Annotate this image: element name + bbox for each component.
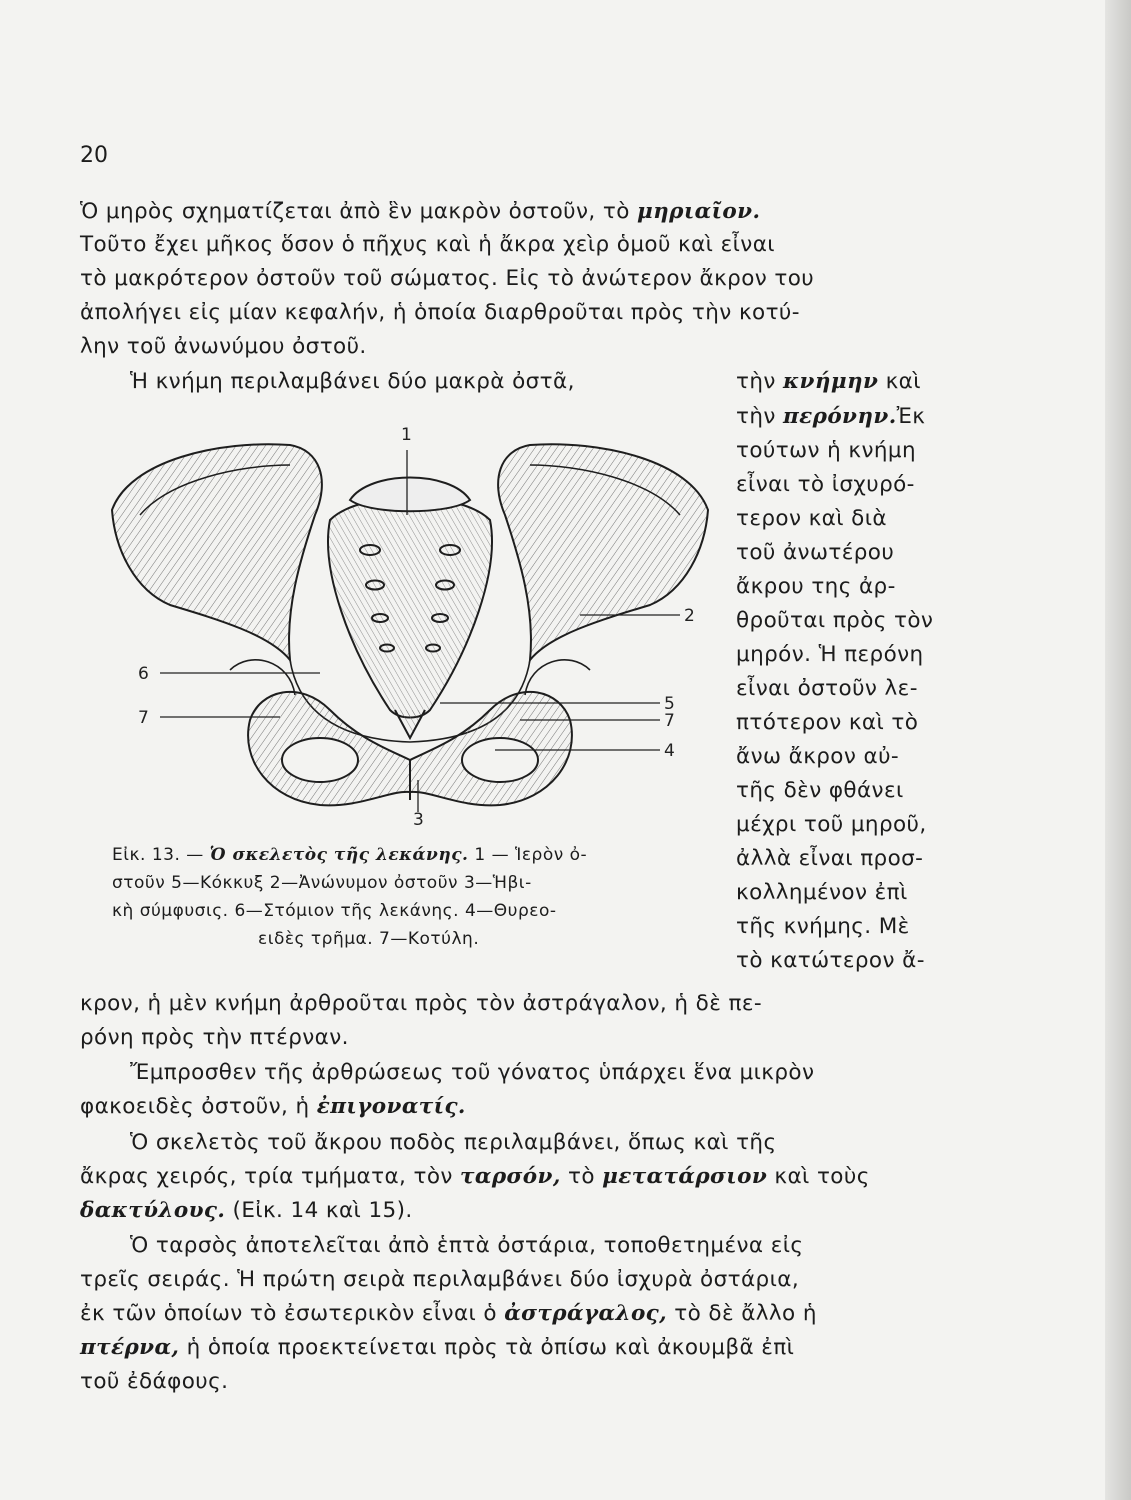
text-span: τὴν [736,404,776,429]
text-span: καὶ [885,369,921,394]
pelvis-drawing [112,444,708,805]
label-5: 5 [664,694,675,714]
text-line: Ὁ ταρσὸς ἀποτελεῖται ἀπὸ ἑπτὰ ὀστάρια, τοποθετημένα εἰς [130,1233,804,1258]
term-toes: δακτύλους. [80,1198,226,1223]
label-2: 2 [684,606,695,626]
figure-caption [112,842,712,869]
text-span: Ἐκ [896,404,926,429]
column-line: τερον καὶ διὰ [736,506,887,531]
label-7-left: 7 [138,708,149,728]
column-line: θροῦται πρὸς τὸν [736,608,934,633]
text-line: τοῦ ἐδάφους. [80,1369,229,1394]
text-span: τὴν [736,369,776,394]
text-line [80,1298,817,1330]
text-span: τὸ [567,1164,595,1189]
page-edge [1105,0,1131,1500]
text-span: τὸ δὲ ἄλλο ἡ [674,1301,817,1326]
column-line: τῆς κνήμης. Μὲ [736,914,910,939]
text-line: Ἔμπροσθεν τῆς ἀρθρώσεως τοῦ γόνατος ὑπάρχει ἕνα μικρὸν [130,1060,815,1085]
text-line: τρεῖς σειράς. Ἡ πρώτη σειρὰ περιλαμβάνει δύο ἰσχυρὰ ὀστάρια, [80,1267,800,1292]
text-span: ἐκ τῶν ὁποίων τὸ ἐσωτερικὸν εἶναι ὁ [80,1301,497,1326]
text-line: ρόνη πρὸς τὴν πτέρναν. [80,1025,349,1050]
text-span: καὶ τοὺς [774,1164,870,1189]
column-line: πτότερον καὶ τὸ [736,710,919,735]
column-line: τούτων ἡ κνήμη [736,438,917,463]
label-1: 1 [401,425,412,445]
term-femur: μηριαῖον. [636,199,761,224]
text-line [736,366,972,398]
text-span: Ὁ μηρὸς σχηματίζεται ἀπὸ ἓν μακρὸν ὀστοῦν, τὸ [80,199,630,224]
text-line [80,1091,466,1123]
label-6: 6 [138,664,149,684]
text-line: Ὁ σκελετὸς τοῦ ἄκρου ποδὸς περιλαμβάνει, ὅπως καὶ τῆς [130,1130,777,1155]
column-line: κολλημένον ἐπὶ [736,880,908,905]
text-line: Τοῦτο ἔχει μῆκος ὅσον ὁ πῆχυς καὶ ἡ ἄκρα χεὶρ ὁμοῦ καὶ εἶναι [80,232,775,257]
column-line: εἶναι τὸ ἰσχυρό- [736,472,915,497]
term-metatarsus: μετατάρσιον [602,1164,768,1189]
column-line: τῆς δὲν φθάνει [736,778,904,803]
text-line [80,1195,413,1227]
text-line: ἀπολήγει εἰς μίαν κεφαλήν, ἡ ὁποία διαρθροῦται πρὸς τὴν κοτύ- [80,300,800,325]
text-line [80,1161,870,1193]
term-tibia: κνήμην [783,369,879,394]
column-line: μέχρι τοῦ μηροῦ, [736,812,927,837]
text-line: τὸ μακρότερον ὀστοῦν τοῦ σώματος. Εἰς τὸ ἀνώτερον ἄκρον του [80,266,815,291]
text-line [80,196,760,228]
caption-title: Ὁ σκελετὸς τῆς λεκάνης. [209,845,469,865]
text-span: ἡ ὁποία προεκτείνεται πρὸς τὰ ὀπίσω καὶ ἀκουμβᾶ ἐπὶ [186,1335,795,1360]
caption-line: κὴ σύμφυσις. 6—Στόμιον τῆς λεκάνης. 4—Θυρεο- [112,901,557,921]
text-span: ἄκρας χειρός, τρία τμήματα, τὸν [80,1164,453,1189]
caption-prefix: Εἰκ. 13. — [112,845,204,865]
term-talus: ἀστράγαλος, [504,1301,668,1326]
column-line: τὸ κατώτερον ἄ- [736,948,925,973]
label-4: 4 [664,741,675,761]
column-line: ἄκρου της ἀρ- [736,574,896,599]
column-line: εἶναι ὀστοῦν λε- [736,676,918,701]
label-3: 3 [413,810,424,830]
text-line [80,1332,794,1364]
column-line: μηρόν. Ἡ περόνη [736,642,924,667]
caption-line: στοῦν 5—Κόκκυξ 2—Ἀνώνυμον ὀστοῦν 3—Ἡβι- [112,873,532,893]
column-line: τοῦ ἀνωτέρου [736,540,895,565]
page-number: 20 [80,143,108,168]
label-7-right: 7 [664,711,675,731]
text-line: κρον, ἡ μὲν κνήμη ἀρθροῦται πρὸς τὸν ἀστράγαλον, ἡ δὲ πε- [80,991,762,1016]
term-patella: ἐπιγονατίς. [316,1094,466,1119]
column-line: ἄνω ἄκρον αὐ- [736,744,900,769]
text-span: φακοειδὲς ὀστοῦν, ἡ [80,1094,310,1119]
term-fibula: περόνην. [783,404,897,429]
term-tarsus: ταρσόν, [460,1164,561,1189]
pelvis-figure [100,420,720,830]
text-line: λην τοῦ ἀνωνύμου ὀστοῦ. [80,334,367,359]
column-line [736,401,972,433]
caption-text: 1 — Ἱερὸν ὀ- [474,845,588,865]
text-line [130,366,575,398]
text-span: (Εἰκ. 14 καὶ 15). [232,1198,413,1223]
text-span: Ἡ κνήμη περιλαμβάνει δύο μακρὰ ὀστᾶ, [130,369,575,394]
caption-line: ειδὲς τρῆμα. 7—Κοτύλη. [258,929,480,949]
column-line: ἀλλὰ εἶναι προσ- [736,846,924,871]
term-calcaneus: πτέρνα, [80,1335,180,1360]
